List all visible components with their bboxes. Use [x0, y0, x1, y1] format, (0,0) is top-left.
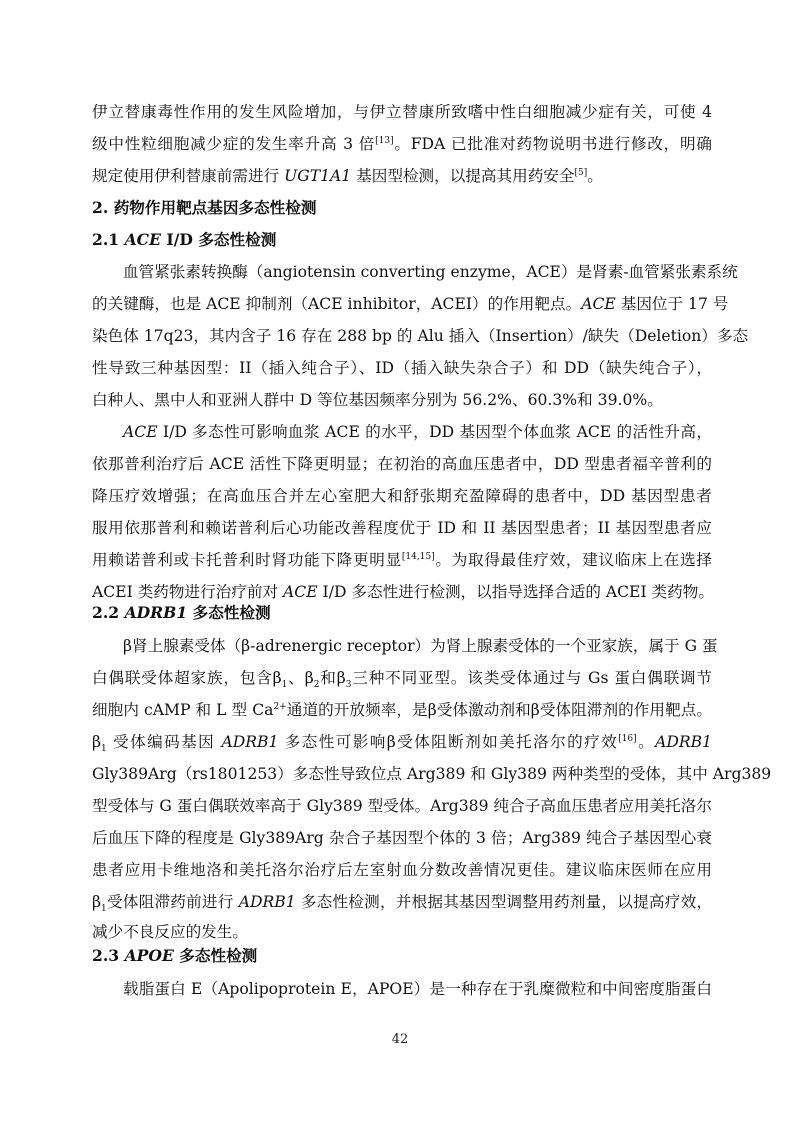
section-heading: 2. 药物作用靶点基因多态性检测 [92, 198, 317, 217]
text-line: 服用依那普利和赖诺普利后心功能改善程度优于 ID 和 II 基因型患者；II 基因型患者应 [92, 519, 712, 537]
text-line: 减少不良反应的发生。 [92, 923, 248, 941]
text-line: ACE I/D 多态性可影响血浆 ACE 的水平，DD 基因型个体血浆 ACE 的活性升高， [123, 423, 712, 441]
text-line: 的关键酶，也是 ACE 抑制剂（ACE inhibitor，ACEI）的作用靶点。ACE 基因位于 17 号 [92, 295, 729, 313]
text-line: 规定使用伊利替康前需进行 UGT1A1 基因型检测，以提高其用药安全[5]。 [92, 167, 603, 185]
text-line: β肾上腺素受体（β-adrenergic receptor）为肾上腺素受体的一个亚家族，属于 G 蛋 [123, 637, 718, 655]
citation: [16] [618, 733, 637, 744]
text-line: $\beta_1$ 受体编码基因 ADRB1 多态性可影响β受体阻断剂如美托洛尔的疗效[16]。ADRB1 [92, 733, 712, 755]
text-line: 级中性粒细胞减少症的发生率升高 3 倍[13]。FDA 已批准对药物说明书进行修改，明确 [92, 135, 712, 153]
text-line: 依那普利治疗后 ACE 活性下降更明显；在初治的高血压患者中，DD 型患者福辛普利的 [92, 455, 712, 473]
text-line: 患者应用卡维地洛和美托洛尔治疗后左室射血分数改善情况更佳。建议临床医师在应用 [92, 861, 712, 879]
text-line: 用赖诺普利或卡托普利时肾功能下降更明显[14,15]。为取得最佳疗效，建议临床上在选择 [92, 551, 712, 569]
text-line: 伊立替康毒性作用的发生风险增加，与伊立替康所致嗜中性白细胞减少症有关，可使 4 [92, 103, 712, 121]
text-line: Gly389Arg（rs1801253）多态性导致位点 Arg389 和 Gly389 两种类型的受体，其中 Arg389 [92, 765, 772, 783]
text-line: 性导致三种基因型：II（插入纯合子）、ID（插入缺失杂合子）和 DD（缺失纯合子）， [92, 359, 712, 377]
text-line: ACEI 类药物进行治疗前对 ACE I/D 多态性进行检测，以指导选择合适的 ACEI 类药物。 [92, 583, 714, 601]
subsection-heading: 2.3 APOE 多态性检测 [92, 946, 258, 965]
text-line: 细胞内 cAMP 和 L 型 $Ca^{2+}$通道的开放频率，是β受体激动剂和β受体阻滞剂的作用靶点。 [92, 701, 712, 719]
text-line: 染色体 17q23，其内含子 16 存在 288 bp 的 Alu 插入（Insertion）/缺失（Deletion）多态 [92, 327, 749, 345]
text-line: $\beta_1$受体阻滞药前进行 ADRB1 多态性检测，并根据其基因型调整用药剂量，以提高疗效， [92, 893, 712, 915]
text-line: 血管紧张素转换酶（angiotensin converting enzyme，ACE）是肾素-血管紧张素系统 [123, 263, 738, 281]
citation: [5] [574, 167, 588, 178]
text-line: 后血压下降的程度是 Gly389Arg 杂合子基因型个体的 3 倍；Arg389 纯合子基因型心衰 [92, 829, 712, 847]
text-line: 白种人、黑中人和亚洲人群中 D 等位基因频率分别为 56.2%、60.3%和 39.0%。 [92, 391, 663, 409]
citation: [14,15] [401, 551, 435, 562]
text-line: 白偶联受体超家族，包含$\beta_1$、$\beta_2$和$\beta_3$三种不同亚型。该类受体通过与 Gs 蛋白偶联调节 [92, 669, 713, 691]
subsection-heading: 2.1 ACE I/D 多态性检测 [92, 230, 277, 249]
text-line: 型受体与 G 蛋白偶联效率高于 Gly389 型受体。Arg389 纯合子高血压患者应用美托洛尔 [92, 797, 712, 815]
citation: [13] [375, 135, 394, 146]
page-number: 42 [391, 1032, 409, 1047]
gene-name: UGT1A1 [284, 167, 352, 185]
text-line: 降压疗效增强；在高血压合并左心室肥大和舒张期充盈障碍的患者中，DD 基因型患者 [92, 487, 712, 505]
subsection-heading: 2.2 ADRB1 多态性检测 [92, 603, 271, 622]
text-line: 载脂蛋白 E（Apolipoprotein E，APOE）是一种存在于乳糜微粒和中间密度脂蛋白 [123, 980, 712, 998]
